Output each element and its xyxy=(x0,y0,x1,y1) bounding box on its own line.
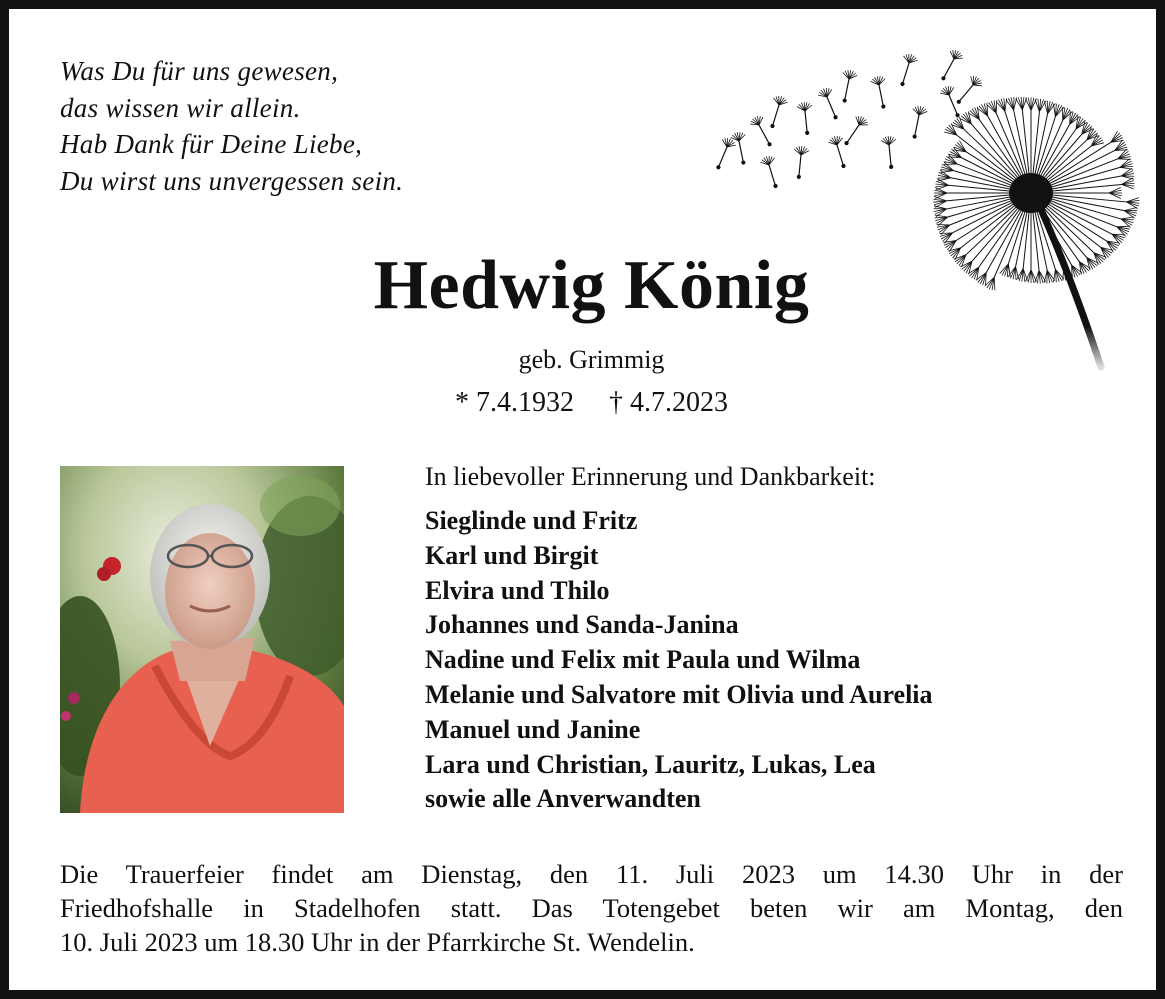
notice-line: Friedhofshalle in Stadelhofen statt. Das Totengebet beten wir am Montag, den xyxy=(60,893,1123,923)
mourner-entry: Nadine und Felix mit Paula und Wilma xyxy=(425,645,861,675)
dedication-line: In liebevoller Erinnerung und Dankbarkeit: xyxy=(425,462,876,491)
mourners-list xyxy=(425,504,933,817)
deceased-name: Hedwig König xyxy=(373,247,810,324)
life-dates: * 7.4.1932 † 4.7.2023 xyxy=(455,387,728,418)
poem-line: Was Du für uns gewesen, xyxy=(60,56,339,86)
funeral-notice xyxy=(60,857,1123,959)
mourner-entry: Elvira und Thilo xyxy=(425,575,610,605)
mourner-entry: Lara und Christian, Lauritz, Lukas, Lea xyxy=(425,749,876,779)
mourner-entry: Manuel und Janine xyxy=(425,714,641,744)
birth-name: geb. Grimmig xyxy=(518,345,665,374)
notice-line: Die Trauerfeier findet am Dienstag, den 11. Juli 2023 um 14.30 Uhr in der xyxy=(60,859,1123,889)
mourner-entry: Karl und Birgit xyxy=(425,540,599,570)
notice-line: 10. Juli 2023 um 18.30 Uhr in der Pfarrkirche St. Wendelin. xyxy=(60,927,695,957)
mourner-entry: sowie alle Anverwandten xyxy=(425,784,701,814)
portrait-photo xyxy=(60,466,344,813)
mourner-entry: Melanie und Salvatore mit Olivia und Aurelia xyxy=(425,679,933,709)
memorial-poem xyxy=(60,53,403,199)
poem-line: Hab Dank für Deine Liebe, xyxy=(60,129,363,159)
poem-line: Du wirst uns unvergessen sein. xyxy=(60,165,404,196)
mourner-entry: Johannes und Sanda-Janina xyxy=(425,610,739,640)
poem-line: das wissen wir allein. xyxy=(60,92,301,123)
mourner-entry: Sieglinde und Fritz xyxy=(425,506,638,535)
